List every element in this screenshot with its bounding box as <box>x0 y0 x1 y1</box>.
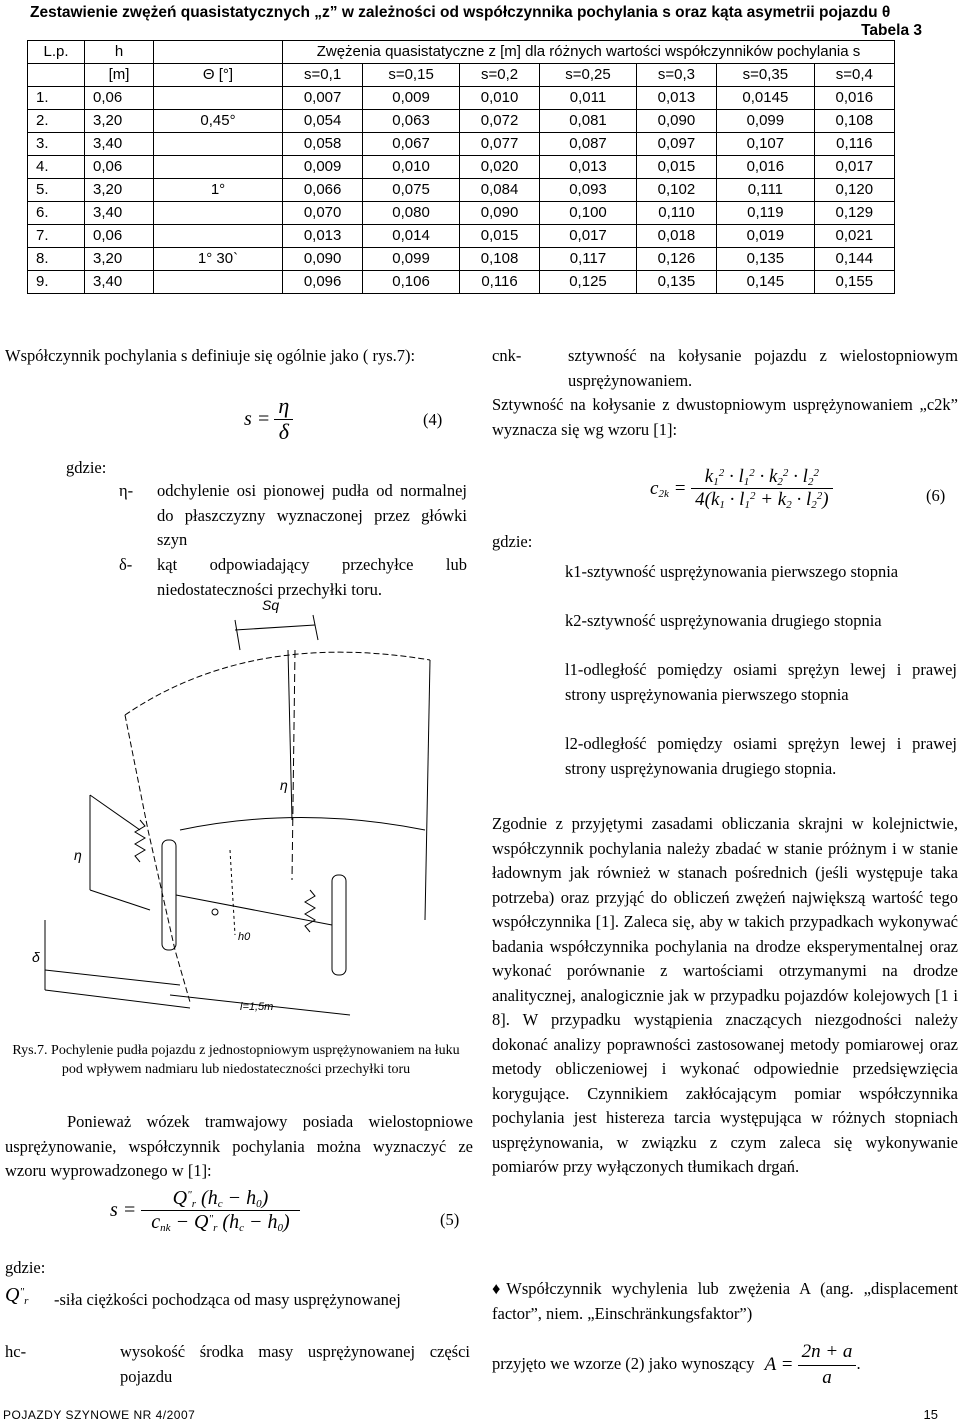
label-eta2: η <box>74 847 82 863</box>
header-h: h <box>85 41 154 64</box>
def-delta-text: kąt odpowiadający przechyłce lub niedostateczności przechyłki toru. <box>157 555 467 599</box>
header-theta: Θ [°] <box>154 64 283 87</box>
page-number: 15 <box>923 1407 938 1422</box>
rail-plane <box>45 990 190 1008</box>
table-cell: 0,06 <box>85 156 154 179</box>
table-cell: 0,097 <box>636 133 716 156</box>
table-cell: 0,108 <box>814 110 894 133</box>
table-cell: 4. <box>28 156 85 179</box>
vertical-axis <box>292 650 295 880</box>
table-cell <box>154 271 283 294</box>
table-cell: 0,075 <box>363 179 460 202</box>
right-para2: Zgodnie z przyjętymi zasadami obliczania skrajni w kolejnictwie, współczynnik pochylania należy zbadać w stanie próżnym i w stanie ładownym jak również w stanach pośrednich (jeśli występuje taka potrzeba) oraz przyjąć do obliczeń zwężeń największą wartość tego współczynnika [1]. Zaleca się, aby w takich przypadkach wykonywać badania współczynnika pochylania na drodze eksperymentalnej oraz wykonać porównanie z wartościami otrzymanymi na drodze analitycznej, analogicznie jak w przypadku pojazdów kolejowych [1 i 8]. W przypadku wystąpienia znaczących niezgodności należy dokonać analizy poprawności zastosowanej metody pomiarowej oraz metody obliczeniowej i wykonać odpowiednie przedsięwzięcia korygujące. Czynnikiem zakłócającym pomiar współczynnika pochylania jest histereza tarcia występująca w różnych stopniach usprężynowania, w związku z czym zaleca się wykonywanie pomiarów przy wyłączonych tłumikach drgań. <box>492 814 958 1176</box>
table-cell: 0,067 <box>363 133 460 156</box>
table-row <box>28 133 895 156</box>
table-cell: 0,119 <box>717 202 815 225</box>
table-cell: 3,40 <box>85 202 154 225</box>
table-cell: 3,20 <box>85 179 154 202</box>
header-lp: L.p. <box>28 41 85 64</box>
label-eta: η <box>280 777 288 793</box>
eq-A: $\frac{2n + a}{a}$ <box>798 1340 857 1390</box>
def-l2: l2-odległość pomiędzy osiami sprężyn lewej i prawej strony usprężynowania drugiego stopnia. <box>565 734 957 778</box>
spring-left <box>135 820 145 862</box>
right-bullet: ♦Współczynnik wychylenia lub zwężenia A (ang. „displacement factor”, niem. „Einschränkungsfaktor”) <box>492 1279 958 1323</box>
label-sq: Sq <box>262 597 280 613</box>
table-cell: 0,107 <box>717 133 815 156</box>
center-of-mass <box>212 909 218 915</box>
table-cell: 0,070 <box>283 202 363 225</box>
table-row <box>28 179 895 202</box>
table-row <box>28 202 895 225</box>
table-cell: 1° <box>154 179 283 202</box>
table-row <box>28 110 895 133</box>
eq6-number: (6) <box>926 486 946 505</box>
header-s-col: s=0,35 <box>717 64 815 87</box>
header-s-col: s=0,2 <box>459 64 539 87</box>
header-s-col: s=0,1 <box>283 64 363 87</box>
table-cell: 0,090 <box>636 110 716 133</box>
label-h0: h0 <box>238 931 251 943</box>
table-label: Tabela 3 <box>861 22 922 39</box>
table-cell: 0,077 <box>459 133 539 156</box>
table-cell: 0,102 <box>636 179 716 202</box>
body-roof-dashed <box>125 652 430 715</box>
eq5-fraction: $\frac{Q^"_r (h_c - h_0)}{c_{nk} - Q^"_r (h_c - h_0)}$ <box>141 1187 299 1234</box>
table-cell: 0,054 <box>283 110 363 133</box>
table-cell: 0,106 <box>363 271 460 294</box>
table-cell: 0,011 <box>540 87 637 110</box>
table-row <box>28 87 895 110</box>
eq6-fraction: $\frac{k_1^2 \cdot l_1^2 \cdot k_2^2 \cdot l_2^2}{4(k_1 \cdot l_1^2 + k_2 \cdot l_2^2)}$ <box>691 466 832 511</box>
table-cell: 0,015 <box>459 225 539 248</box>
header-s-col: s=0,3 <box>636 64 716 87</box>
table-cell: 0,090 <box>283 248 363 271</box>
table-cell: 0,0145 <box>717 87 815 110</box>
table-cell: 0,016 <box>814 87 894 110</box>
page-title: Zestawienie zwężeń quasistatycznych „z” w zależności od współczynnika pochylania s oraz kąta asymetrii pojazdu θ <box>30 4 891 21</box>
table-cell: 0,135 <box>717 248 815 271</box>
table-cell: 0,100 <box>540 202 637 225</box>
table-cell: 0,090 <box>459 202 539 225</box>
table-cell: 0,010 <box>459 87 539 110</box>
equation-4 <box>244 394 293 444</box>
table-cell: 0,06 <box>85 87 154 110</box>
body-frame-curve <box>180 818 425 831</box>
right-para1: Sztywność na kołysanie z dwustopniowym usprężynowaniem „c2k” wyznacza się wg wzoru [1]: <box>492 395 958 439</box>
table-row <box>28 156 895 179</box>
right-gdzie: gdzie: <box>492 532 533 551</box>
results-table <box>27 40 895 294</box>
table-cell: 1° 30` <box>154 248 283 271</box>
table-cell <box>154 87 283 110</box>
table-row <box>28 248 895 271</box>
table-cell: 0,116 <box>459 271 539 294</box>
table-cell: 6. <box>28 202 85 225</box>
table-cell: 0,093 <box>540 179 637 202</box>
table-header-row2 <box>28 64 895 87</box>
def-cnk-text: sztywność na kołysanie pojazdu z wielostopniowym usprężynowaniem. <box>568 346 958 390</box>
table-cell: 0,087 <box>540 133 637 156</box>
table-cell: 0,145 <box>717 271 815 294</box>
table-cell: 0,021 <box>814 225 894 248</box>
table-cell: 0,013 <box>540 156 637 179</box>
table-cell: 0,125 <box>540 271 637 294</box>
table-cell: 8. <box>28 248 85 271</box>
table-cell: 0,010 <box>363 156 460 179</box>
left-intro: Współczynnik pochylania s definiuje się ogólnie jako ( rys.7): <box>5 346 416 365</box>
table-cell: 1. <box>28 87 85 110</box>
header-s-col: s=0,15 <box>363 64 460 87</box>
table-cell: 3,20 <box>85 110 154 133</box>
table-cell: 0,013 <box>636 87 716 110</box>
def-hc-symbol: hc- <box>5 1342 27 1361</box>
table-cell: 0,017 <box>540 225 637 248</box>
wheel-left <box>162 840 176 950</box>
header-lp-blank <box>28 64 85 87</box>
table-cell: 0,144 <box>814 248 894 271</box>
table-cell: 0,058 <box>283 133 363 156</box>
table-cell <box>154 133 283 156</box>
table-cell: 0,096 <box>283 271 363 294</box>
header-theta-blank <box>154 41 283 64</box>
table-cell: 0,007 <box>283 87 363 110</box>
spring-right <box>305 890 315 932</box>
table-cell: 0,017 <box>814 156 894 179</box>
table-cell: 0,015 <box>636 156 716 179</box>
body-left-edge <box>125 715 190 1002</box>
table-cell: 7. <box>28 225 85 248</box>
table-cell: 0,084 <box>459 179 539 202</box>
table-cell: 2. <box>28 110 85 133</box>
wheel-right <box>332 875 346 975</box>
table-cell: 0,019 <box>717 225 815 248</box>
eq4-lhs: s = <box>244 407 271 430</box>
table-cell: 0,45° <box>154 110 283 133</box>
table-cell: 5. <box>28 179 85 202</box>
def-qr-symbol: $Q^"_r$ <box>5 1284 29 1307</box>
table-cell: 0,126 <box>636 248 716 271</box>
table-cell <box>154 225 283 248</box>
left-gdzie: gdzie: <box>66 458 107 477</box>
equation-5: s = $\frac{Q^"_r (h_c - h_0)}{c_{nk} - Q^"_r (h_c - h_0)}$ <box>110 1187 300 1234</box>
table-cell: 0,014 <box>363 225 460 248</box>
table-cell: 0,020 <box>459 156 539 179</box>
table-cell: 3. <box>28 133 85 156</box>
footer: POJAZDY SZYNOWE NR 4/2007 <box>3 1408 196 1422</box>
table-cell: 0,129 <box>814 202 894 225</box>
def-k1: k1-sztywność usprężynowania pierwszego stopnia <box>565 562 899 581</box>
table-cell: 0,155 <box>814 271 894 294</box>
table-cell: 3,40 <box>85 133 154 156</box>
table-cell: 3,20 <box>85 248 154 271</box>
table-cell <box>154 202 283 225</box>
table-cell: 0,009 <box>283 156 363 179</box>
right-last: przyjęto we wzorze (2) jako wynoszący A = $\frac{2n + a}{a}$ . <box>492 1340 861 1390</box>
table-cell: 0,063 <box>363 110 460 133</box>
figure-caption: Rys.7. Pochylenie pudła pojazdu z jednostopniowym usprężynowaniem na łuku pod wpływem nadmiaru lub niedostateczności przechyłki toru <box>12 1043 460 1077</box>
table-cell: 0,072 <box>459 110 539 133</box>
def-k2: k2-sztywność usprężynowania drugiego stopnia <box>565 611 882 630</box>
eq5-number: (5) <box>440 1210 460 1229</box>
left-para2: Ponieważ wózek tramwajowy posiada wielostopniowe usprężynowanie, współczynnik pochylania można wyznaczyć ze wzoru wyprowadzonego w [1]: <box>5 1112 473 1180</box>
def-cnk-symbol: cnk- <box>492 346 522 365</box>
def-delta-symbol: δ- <box>119 555 133 574</box>
table-cell: 0,111 <box>717 179 815 202</box>
table-cell: 0,116 <box>814 133 894 156</box>
table-cell: 0,099 <box>717 110 815 133</box>
table-header-row <box>28 41 895 64</box>
def-eta-symbol: η- <box>119 481 134 500</box>
label-delta: δ <box>32 949 40 965</box>
table-cell: 3,40 <box>85 271 154 294</box>
tilted-axis <box>288 650 292 820</box>
def-l1: l1-odległość pomiędzy osiami sprężyn lewej i prawej strony usprężynowania pierwszego stopnia <box>565 660 957 704</box>
def-qr-text: -siła ciężkości pochodząca od masy usprężynowanej <box>54 1290 401 1309</box>
eq4-num: η <box>278 393 290 418</box>
body-right-edge <box>425 660 430 920</box>
header-hunit: [m] <box>85 64 154 87</box>
table-cell: 0,110 <box>636 202 716 225</box>
table-row <box>28 271 895 294</box>
table-cell: 0,018 <box>636 225 716 248</box>
table-cell: 0,120 <box>814 179 894 202</box>
eq4-den: δ <box>274 419 293 445</box>
table-cell: 0,016 <box>717 156 815 179</box>
table-cell: 9. <box>28 271 85 294</box>
header-span: Zwężenia quasistatyczne z [m] dla różnych wartości współczynników pochylania s <box>283 41 895 64</box>
def-eta-text: odchylenie osi pionowej pudła od normalnej do płaszczyzny wyznaczonej przez główki szyn <box>157 481 467 549</box>
table-cell: 0,135 <box>636 271 716 294</box>
table-cell: 0,013 <box>283 225 363 248</box>
table-cell: 0,009 <box>363 87 460 110</box>
figure-rys7 <box>30 590 470 1030</box>
h0-line <box>230 850 235 935</box>
header-s-col: s=0,25 <box>540 64 637 87</box>
sq-dimension <box>235 625 315 630</box>
table-cell: 0,06 <box>85 225 154 248</box>
table-cell: 0,108 <box>459 248 539 271</box>
table-cell: 0,066 <box>283 179 363 202</box>
def-hc-text: wysokość środka masy usprężynowanej części pojazdu <box>120 1342 470 1386</box>
eq4-fraction <box>274 394 293 444</box>
table-cell <box>154 156 283 179</box>
table-cell: 0,117 <box>540 248 637 271</box>
eq4-number: (4) <box>423 410 443 429</box>
left-gdzie2: gdzie: <box>5 1258 46 1277</box>
table-row <box>28 225 895 248</box>
table-cell: 0,081 <box>540 110 637 133</box>
table-cell: 0,080 <box>363 202 460 225</box>
label-l: l=1,5m <box>240 1001 274 1013</box>
equation-6: $c_{2k}$ = $\frac{k_1^2 \cdot l_1^2 \cdot k_2^2 \cdot l_2^2}{4(k_1 \cdot l_1^2 + k_2 \cdot l_2^2)}$ <box>650 466 833 511</box>
header-s-col: s=0,4 <box>814 64 894 87</box>
table-cell: 0,099 <box>363 248 460 271</box>
